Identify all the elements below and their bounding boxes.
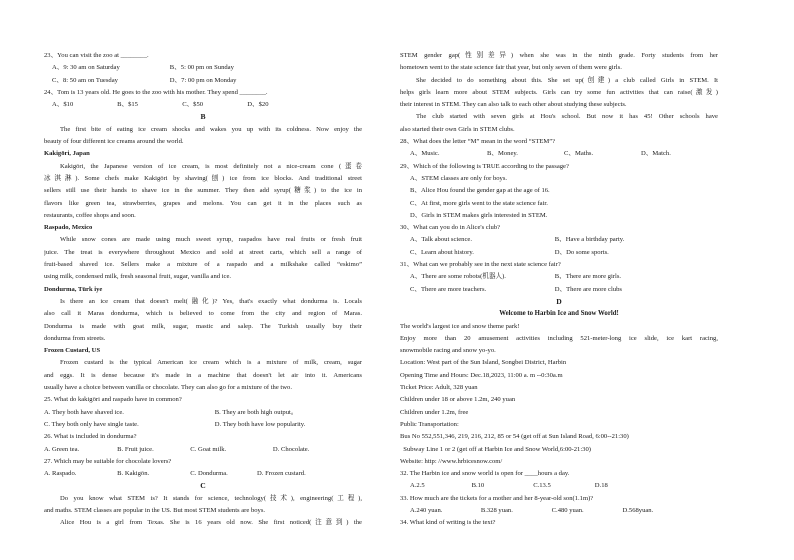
section-c-heading: C [200, 481, 206, 491]
q33-option-c: C.480 yuan. [551, 506, 584, 514]
q25-option-c: C. They both only have single taste. [44, 420, 139, 428]
d-line-7: Children under 18 or above 1.2m, 240 yuan [400, 396, 516, 404]
q31-options-row2 [400, 284, 718, 296]
c-line-3: Alice Hou is a girl from Texas. She is 16 years old now. She first noticed(注意到) the [60, 519, 362, 527]
d-title: Welcome to Harbin Ice and Snow World! [499, 310, 619, 318]
q31-option-c: C、There are more teachers. [410, 285, 487, 293]
custard-line-2: and eggs. It is dense because it's made in a machine that doesn't let air into it. Americans [44, 371, 362, 379]
d-line-2: Enjoy more than 20 amusement activities including 521-meter-long ice slide, ice kart racing, [400, 334, 718, 342]
q30-options-row2 [400, 247, 718, 259]
custard-line-1: Frozen custard is the typical American ice cream which is a mixture of milk, cream, sugar [60, 359, 362, 367]
q26-options [44, 444, 362, 456]
q26-option-b: B. Fruit juice. [117, 445, 154, 453]
d-line-4: Location: West part of the Sun Island, Songbei District, Harbin [400, 359, 567, 367]
q27-options [44, 468, 362, 480]
d-line-11: Subway Line 1 or 2 (get off at Harbin Ice and Snow World,6:00-21:30) [400, 445, 591, 453]
q30-stem: 30、What can you do in Alice's club? [400, 224, 501, 232]
c-cont-line-2: hometown went to the state science fair that year, but only seven of them were girls. [400, 64, 622, 72]
section-d-heading: D [556, 296, 562, 306]
d-line-10: Bus No 552,551,346, 219, 216, 212, 85 or 54 (get off at Sun Island Road, 6:00--21:30) [400, 433, 629, 441]
intro-line-2: beauty of four different ice creams around the world. [44, 138, 184, 146]
kakigori-line-4: flavors like green tea, strawberries, grapes and melons. You can get it in the places such as [44, 199, 362, 207]
q32-stem: 32. The Harbin ice and snow world is open for ____hours a day. [400, 470, 570, 478]
d-line-12: Website: http: //www.hrbicesnow.com/ [400, 457, 503, 465]
q33-option-d: D.568yuan. [622, 506, 654, 514]
q31-options-row1 [400, 271, 718, 283]
q30-option-a: A、Talk about science. [410, 236, 472, 244]
q31-option-b: B、There are more girls. [554, 273, 622, 281]
raspado-line-2: juice. The treat is everywhere throughout Mexico and sold at street carts, which sell a range of [44, 248, 362, 256]
q25-options-row2 [44, 419, 362, 431]
q32-option-a: A.2.5 [410, 482, 425, 490]
q28-stem: 28、What does the letter “M” mean in the word “STEM”? [400, 138, 556, 146]
custard-line-3: usually have a choice between vanilla or chocolate. They can also go for a mixture of the two. [44, 384, 292, 392]
q25-options-row1 [44, 407, 362, 419]
q28-option-c: C、Maths. [564, 150, 594, 158]
q26-option-c: C. Goat milk. [190, 445, 227, 453]
q23-options-row2 [44, 75, 362, 87]
q26-stem: 26. What is included in dondurma? [44, 433, 137, 441]
custard-heading: Frozen Custard, US [44, 347, 101, 355]
q30-option-b: B、Have a birthday party. [554, 236, 625, 244]
q29-stem: 29、Which of the following is TRUE according to the passage? [400, 162, 569, 170]
c-p2-line-1: She decided to do something about this. She set up(创建) a club called Girls in STEM. It [416, 76, 718, 84]
c-cont-line-1: STEM gender gap(性别差异) when she was in the ninth grade. Forty students from her [400, 52, 718, 59]
q26-option-d: D. Chocolate. [272, 445, 310, 453]
section-b-heading: B [200, 112, 206, 122]
q29-option-c: C、At first, more girls went to the state science fair. [410, 199, 548, 207]
q23-options-row1 [44, 62, 362, 74]
raspado-line-4: using milk, condensed milk, fresh seasonal fruit, sugar, vanilla and ice. [44, 273, 232, 281]
q29-option-d: D、Girls in STEM makes girls interested in STEM. [410, 211, 548, 219]
q27-option-c: C. Dondurma. [190, 470, 228, 478]
q24-option-d: D、$20 [247, 101, 269, 109]
q28-option-a: A、Music. [410, 150, 440, 158]
left-column [44, 50, 362, 530]
q23-option-c: C、8: 50 am on Tuesday [52, 76, 118, 84]
c-p2-line-3: their interest in STEM. They can also talk to each other about studying these subjects. [400, 101, 627, 109]
kakigori-line-5: restaurants, coffee shops and soon. [44, 211, 136, 219]
q31-option-a: A、There are some robots(机器人). [410, 273, 506, 281]
q29-option-a: A、STEM classes are only for boys. [410, 174, 508, 182]
intro-line-1: The first bite of eating ice cream shocks and wakes you up with its coldness. Now enjoy the [60, 125, 362, 133]
q32-option-c: C.13.5 [533, 482, 551, 490]
kakigori-heading: Kakigōri, Japan [44, 150, 90, 158]
q33-options [400, 505, 718, 517]
q26-option-a: A. Green tea. [44, 445, 80, 453]
c-p3-line-2: also started their own Girls in STEM clubs. [400, 125, 515, 133]
c-p3-line-1: The club started with seven girls at Hou's school. But now it has 45! Other schools have [416, 113, 718, 121]
q23-stem: 23、You can visit the zoo at ________. [44, 52, 149, 59]
q23-option-a: A、9: 30 am on Saturday [52, 64, 120, 72]
q28-option-b: B、Money. [487, 150, 518, 158]
q33-option-a: A.240 yuan. [410, 506, 443, 514]
q28-options [400, 148, 718, 160]
q33-stem: 33. How much are the tickets for a mother and her 8-year-old son(1.1m)? [400, 494, 594, 502]
raspado-line-3: fruit-based shaved ice. Sellers make a mixture of a raspado and a milkshake called “eskimo” [44, 261, 362, 269]
d-line-8: Children under 1.2m, free [400, 408, 469, 416]
q23-option-d: D、7: 00 pm on Monday [169, 76, 237, 84]
q25-option-d: D. They both have low popularity. [214, 420, 306, 428]
q24-option-c: C、$50 [182, 101, 204, 109]
q30-option-c: C、Learn about history. [410, 248, 474, 256]
dondurma-line-4: dondurma from streets. [44, 334, 106, 342]
dondurma-line-2: also call it Maras dondurma, which is believed to come from the city and region of Maras. [44, 310, 362, 318]
raspado-heading: Raspado, Mexico [44, 224, 93, 232]
q32-option-b: B.10 [471, 482, 485, 490]
q27-option-d: D. Frozen custard. [257, 470, 306, 478]
q28-option-d: D、Match. [641, 150, 671, 158]
d-line-3: snowmobile racing and snow yo-yo. [400, 347, 496, 355]
q31-option-d: D、There are more clubs [554, 285, 622, 293]
raspado-line-1: While snow cones are made using much sweet syrup, raspados have real fruits or fresh fruit [60, 236, 362, 244]
d-line-9: Public Transportation: [400, 420, 459, 428]
c-line-1: Do you know what STEM is? It stands for science, technology(技术), engineering(工程), [60, 494, 362, 502]
q25-option-b: B. They are both high output。 [214, 408, 298, 416]
q24-stem: 24、Tom is 13 years old. He goes to the zoo with his mother. They spend ________. [44, 88, 268, 96]
q34-stem: 34. What kind of writing is the text? [400, 519, 496, 527]
q33-option-b: B.328 yuan. [480, 506, 513, 514]
dondurma-line-3: Dondurma is made with goat milk, sugar, mastic and salep. The Turkish usually buy their [44, 322, 362, 330]
q24-option-b: B、$15 [117, 101, 138, 109]
q24-option-a: A、$10 [52, 101, 74, 109]
q25-option-a: A. They both have shaved ice. [44, 408, 124, 416]
q27-stem: 27. Which may be suitable for chocolate lovers? [44, 457, 172, 465]
q24-options [44, 99, 362, 111]
q30-options-row1 [400, 234, 718, 246]
q32-options [400, 480, 718, 492]
kakigori-line-1: Kakigōri, the Japanese version of ice cream, is most definitely not a nice-cream cone (蛋卷 [60, 162, 362, 170]
q27-option-a: A. Raspado. [44, 470, 77, 478]
dondurma-heading: Dondurma, Türk iye [44, 285, 103, 293]
kakigori-line-2: 冰淇淋). Some chefs make Kakigōri by shaving(刨) ice from ice blocks. And traditional street [44, 174, 362, 182]
q25-stem: 25. What do kakigōri and raspado have in common? [44, 396, 182, 404]
right-column [400, 50, 718, 530]
dondurma-line-1: Is there an ice cream that doesn't melt(融化)? Yes, that's exactly what dondurma is. Locals [60, 297, 362, 305]
kakigori-line-3: sellers still use their hands to shave ice in the summer. They then add syrup(糖浆) to the ice in [44, 187, 362, 195]
d-line-6: Ticket Price: Adult, 328 yuan [400, 384, 478, 392]
q31-stem: 31、What can we probably see in the next state science fair? [400, 261, 561, 269]
q27-option-b: B. Kakigōn. [117, 470, 150, 478]
q30-option-d: D、Do some sports. [554, 248, 609, 256]
q23-option-b: B、5: 00 pm on Sunday [169, 64, 234, 72]
d-line-1: The world's largest ice and snow theme park! [400, 322, 520, 330]
c-line-2: and maths. STEM classes are popular in the US. But most STEM students are boys. [44, 506, 266, 514]
q29-option-b: B、Alice Hou found the gender gap at the age of 16. [410, 187, 550, 195]
q32-option-d: D.18 [594, 482, 608, 490]
d-line-5: Opening Time and Hours: Dec.18,2023, 11:00 a. m --0:30a.m [400, 371, 563, 379]
c-p2-line-2: helps girls learn more about STEM subjects. Girls can try some fun activities that can raise(激发) [400, 88, 718, 96]
